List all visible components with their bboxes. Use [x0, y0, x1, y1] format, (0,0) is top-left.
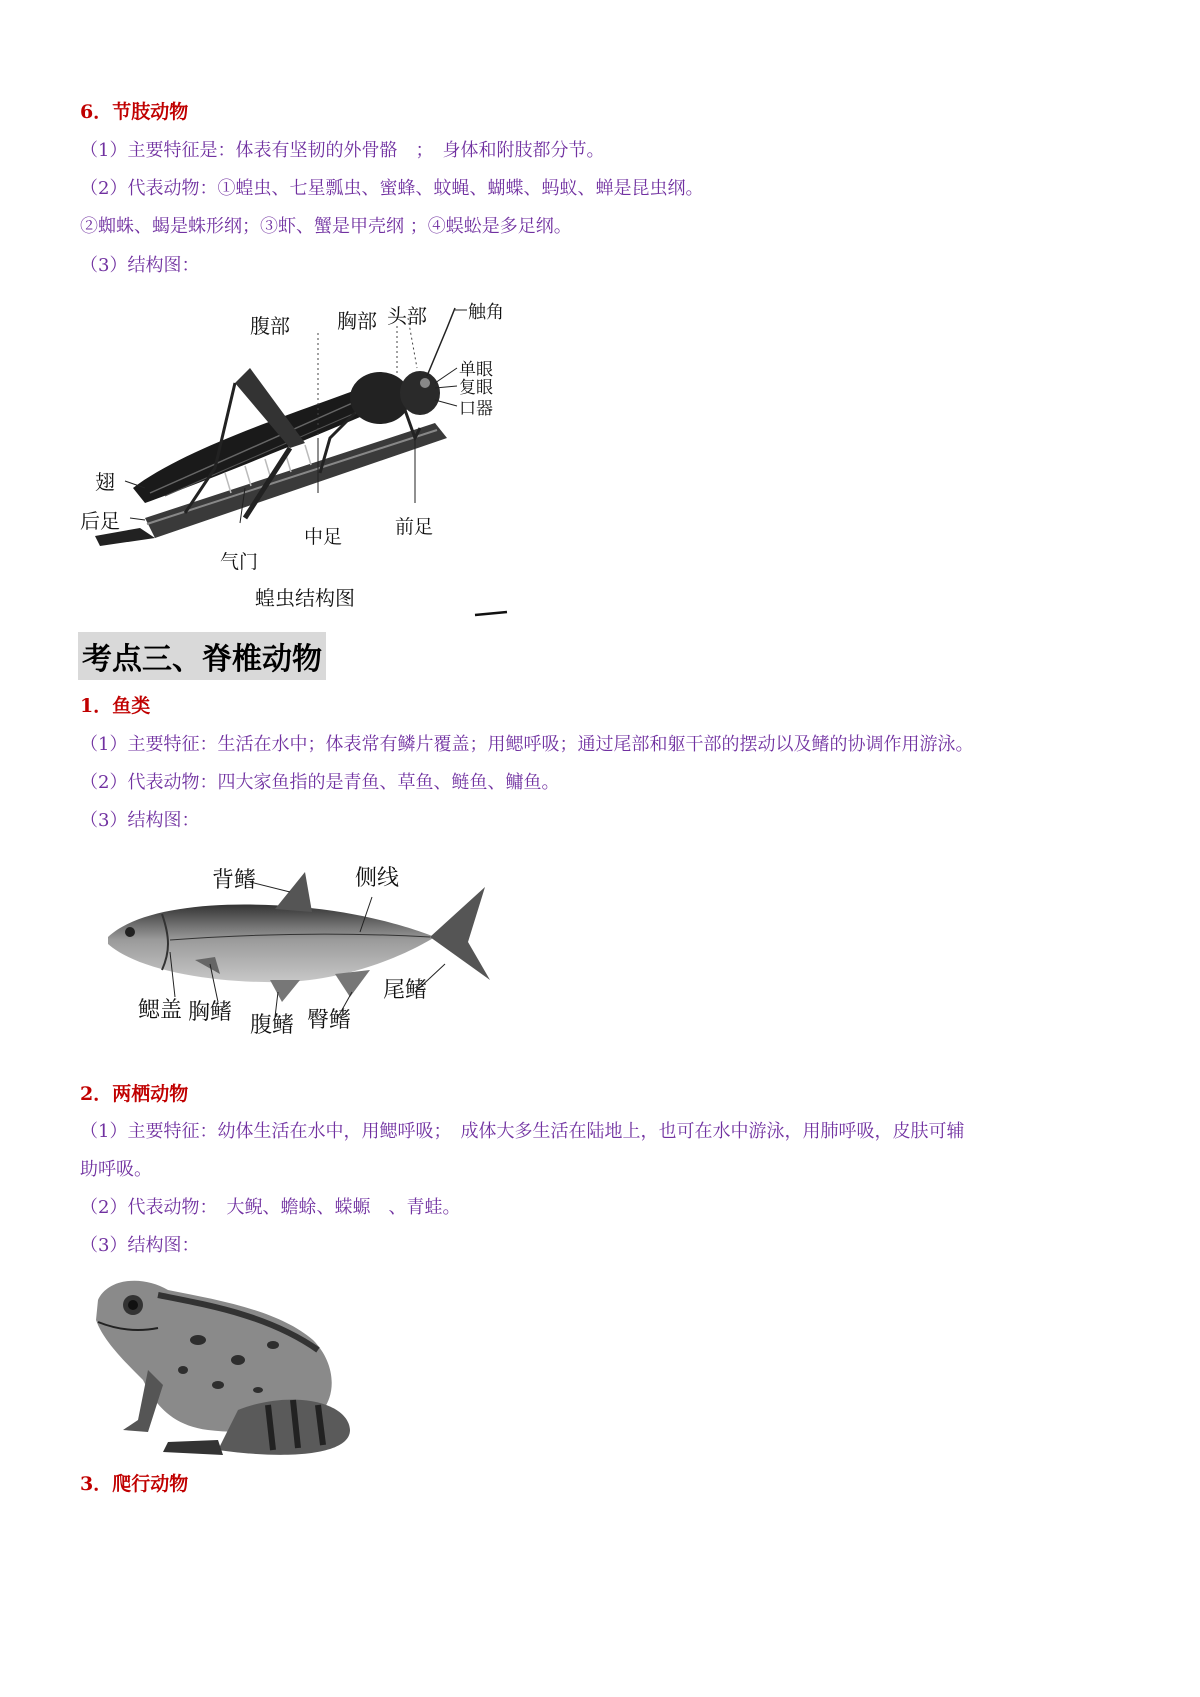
locust-label-abdomen: 腹部 — [250, 314, 290, 338]
amphibians-diagram-label: （3）结构图： — [80, 1235, 200, 1256]
fish-label-gill-cover: 鳃盖 — [138, 998, 183, 1023]
locust-label-thorax: 胸部 — [337, 309, 377, 333]
fish-label-pectoral-fin: 胸鳍 — [188, 1000, 233, 1025]
amphibians-examples-text: （2）代表动物： 大鲵、蟾蜍、蝾螈 、青蛙。 — [80, 1197, 461, 1218]
amphibians-feature-text: （1）主要特征：幼体生活在水中，用鳃呼吸； 成体大多生活在陆地上，也可在水中游泳，用肺呼吸，皮肤可辅 — [80, 1121, 965, 1142]
locust-label-ocellus: 单眼 — [459, 360, 493, 380]
frog-figure — [88, 1270, 363, 1465]
locust-label-head: 头部 — [387, 304, 427, 328]
fish-label-lateral-line: 侧线 — [355, 866, 400, 891]
locust-label-hind-leg: 后足 — [80, 509, 120, 533]
fish-structure-figure — [100, 852, 520, 1052]
locust-label-mouthparts: 口器 — [459, 399, 493, 419]
fish-label-dorsal-fin: 背鳍 — [212, 868, 257, 893]
arthropods-feature-text: （1）主要特征是：体表有坚韧的外骨骼 ； 身体和附肢都分节。 — [80, 140, 605, 161]
fish-feature-text: （1）主要特征：生活在水中；体表常有鳞片覆盖；用鳃呼吸；通过尾部和躯干部的摆动以及鳍的协调作用游泳。 — [80, 734, 974, 755]
locust-label-spiracle: 气门 — [220, 551, 259, 573]
section-title-reptiles: 3．爬行动物 — [80, 1473, 189, 1495]
keypoint-title-vertebrates: 考点三、脊椎动物 — [78, 632, 326, 680]
locust-label-middle-leg: 中足 — [304, 526, 343, 548]
fish-examples-text: （2）代表动物：四大家鱼指的是青鱼、草鱼、鲢鱼、鳙鱼。 — [80, 772, 560, 793]
fish-diagram-label: （3）结构图： — [80, 810, 200, 831]
arthropods-diagram-label: （3）结构图： — [80, 255, 200, 276]
arthropods-examples-text: （2）代表动物：①蝗虫、七星瓢虫、蜜蜂、蚊蝇、蝴蝶、蚂蚁、蝉是昆虫纲。 — [80, 178, 704, 199]
locust-figure-caption: 蝗虫结构图 — [255, 586, 355, 610]
locust-label-fore-leg: 前足 — [395, 516, 434, 538]
section-title-fish: 1．鱼类 — [80, 695, 151, 717]
fish-label-anal-fin: 臀鳍 — [307, 1008, 352, 1033]
fish-label-tail-fin: 尾鳍 — [383, 978, 428, 1003]
section-title-arthropods: 6．节肢动物 — [80, 101, 189, 123]
arthropods-classes-text: ②蜘蛛、蝎是蛛形纲；③虾、蟹是甲壳纲 ；④蜈蚣是多足纲。 — [80, 216, 572, 237]
locust-label-wing: 翅 — [95, 470, 115, 494]
fish-label-pelvic-fin: 腹鳍 — [250, 1013, 295, 1038]
locust-label-antenna: 触角 — [468, 302, 504, 323]
section-title-amphibians: 2．两栖动物 — [80, 1083, 189, 1105]
locust-label-compound-eye: 复眼 — [459, 378, 493, 398]
amphibians-feature-text-cont: 助呼吸。 — [80, 1159, 152, 1180]
locust-structure-figure — [75, 288, 525, 623]
